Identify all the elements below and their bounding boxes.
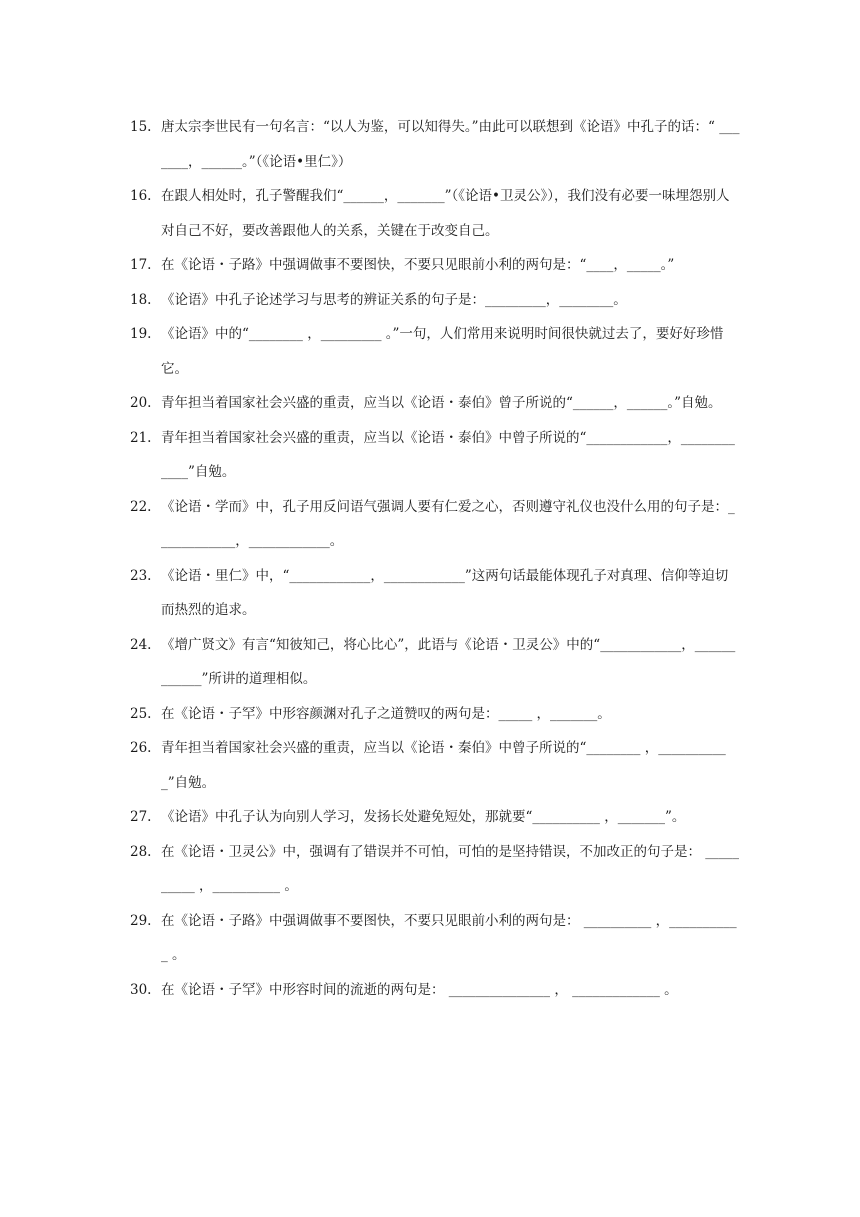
question-text: 唐太宗李世民有一句名言：“以人为鉴，可以知得失。”由此可以联想到《论语》中孔子的话：“ _______，______。”（《论语•里仁》） <box>161 119 740 170</box>
question-item <box>130 421 740 490</box>
question-item <box>130 697 740 732</box>
question-text: 《论语》中孔子论述学习与思考的辨证关系的句子是：_________，________。 <box>161 291 627 308</box>
question-number: 21. <box>130 429 152 446</box>
question-item <box>130 490 740 559</box>
question-number: 15. <box>130 119 152 135</box>
question-text: 青年担当着国家社会兴盛的重责，应当以《论语・泰伯》曾子所说的“______，______。”自勉。 <box>161 395 722 411</box>
question-number: 24. <box>130 636 152 653</box>
question-item <box>130 800 740 835</box>
question-item <box>130 731 740 800</box>
question-text: 青年担当着国家社会兴盛的重责，应当以《论语・秦伯》中曾子所说的“________ ，___________”自勉。 <box>161 740 726 791</box>
question-number: 18. <box>130 291 152 308</box>
question-item <box>130 110 740 179</box>
question-number: 29. <box>130 912 152 929</box>
question-item <box>130 973 740 1008</box>
question-text: 《论语》中孔子认为向别人学习，发扬长处避免短处，那就要“__________ ，_______”。 <box>161 809 686 825</box>
question-number: 26. <box>130 740 152 756</box>
question-number: 17. <box>130 257 152 273</box>
question-text: 在跟人相处时，孔子警醒我们“______，_______”（《论语•卫灵公》），我们没有必要一味埋怨别人对自己不好，要改善跟他人的关系，关键在于改变自己。 <box>161 188 730 239</box>
question-number: 27. <box>130 809 152 825</box>
question-item <box>130 835 740 904</box>
question-number: 19. <box>130 326 152 342</box>
question-number: 28. <box>130 843 152 860</box>
question-item <box>130 283 740 318</box>
question-text: 《论语・学而》中，孔子用反问语气强调人要有仁爱之心，否则遵守礼仪也没什么用的句子是：____________，____________。 <box>161 498 735 549</box>
question-text: 在《论语・卫灵公》中，强调有了错误并不可怕，可怕的是坚持错误，不加改正的句子是： __________ ，__________ 。 <box>161 843 740 894</box>
question-item <box>130 904 740 973</box>
question-list <box>130 110 740 1007</box>
question-item <box>130 179 740 248</box>
question-number: 23. <box>130 567 152 584</box>
question-text: 《增广贤文》有言“知彼知己，将心比心”，此语与《论语・卫灵公》中的“____________，____________”所讲的道理相似。 <box>161 636 736 687</box>
question-number: 25. <box>130 705 152 722</box>
question-text: 在《论语・子罕》中形容时间的流逝的两句是： _______________ ， _____________ 。 <box>161 981 678 998</box>
question-number: 20. <box>130 395 152 411</box>
question-number: 16. <box>130 188 152 204</box>
question-text: 在《论语・子路》中强调做事不要图快，不要只见眼前小利的两句是：“____，_____。” <box>161 257 675 273</box>
question-text: 《论语・里仁》中，“____________，____________”这两句话最能体现孔子对真理、信仰等迫切而热烈的追求。 <box>161 567 729 618</box>
question-text: 《论语》中的“________ ，_________ 。”一句，人们常用来说明时间很快就过去了，要好好珍惜它。 <box>161 326 724 377</box>
question-item <box>130 628 740 697</box>
question-item <box>130 248 740 283</box>
question-number: 22. <box>130 498 152 515</box>
question-number: 30. <box>130 981 152 998</box>
question-text: 在《论语・子路》中强调做事不要图快，不要只见眼前小利的两句是： __________ ，___________ 。 <box>161 912 737 963</box>
question-item <box>130 317 740 386</box>
question-item <box>130 386 740 421</box>
question-item <box>130 559 740 628</box>
question-text: 在《论语・子罕》中形容颜渊对孔子之道赞叹的两句是：_____ ，_______。 <box>161 705 611 722</box>
question-text: 青年担当着国家社会兴盛的重责，应当以《论语・泰伯》中曾子所说的“____________，____________”自勉。 <box>161 429 735 480</box>
